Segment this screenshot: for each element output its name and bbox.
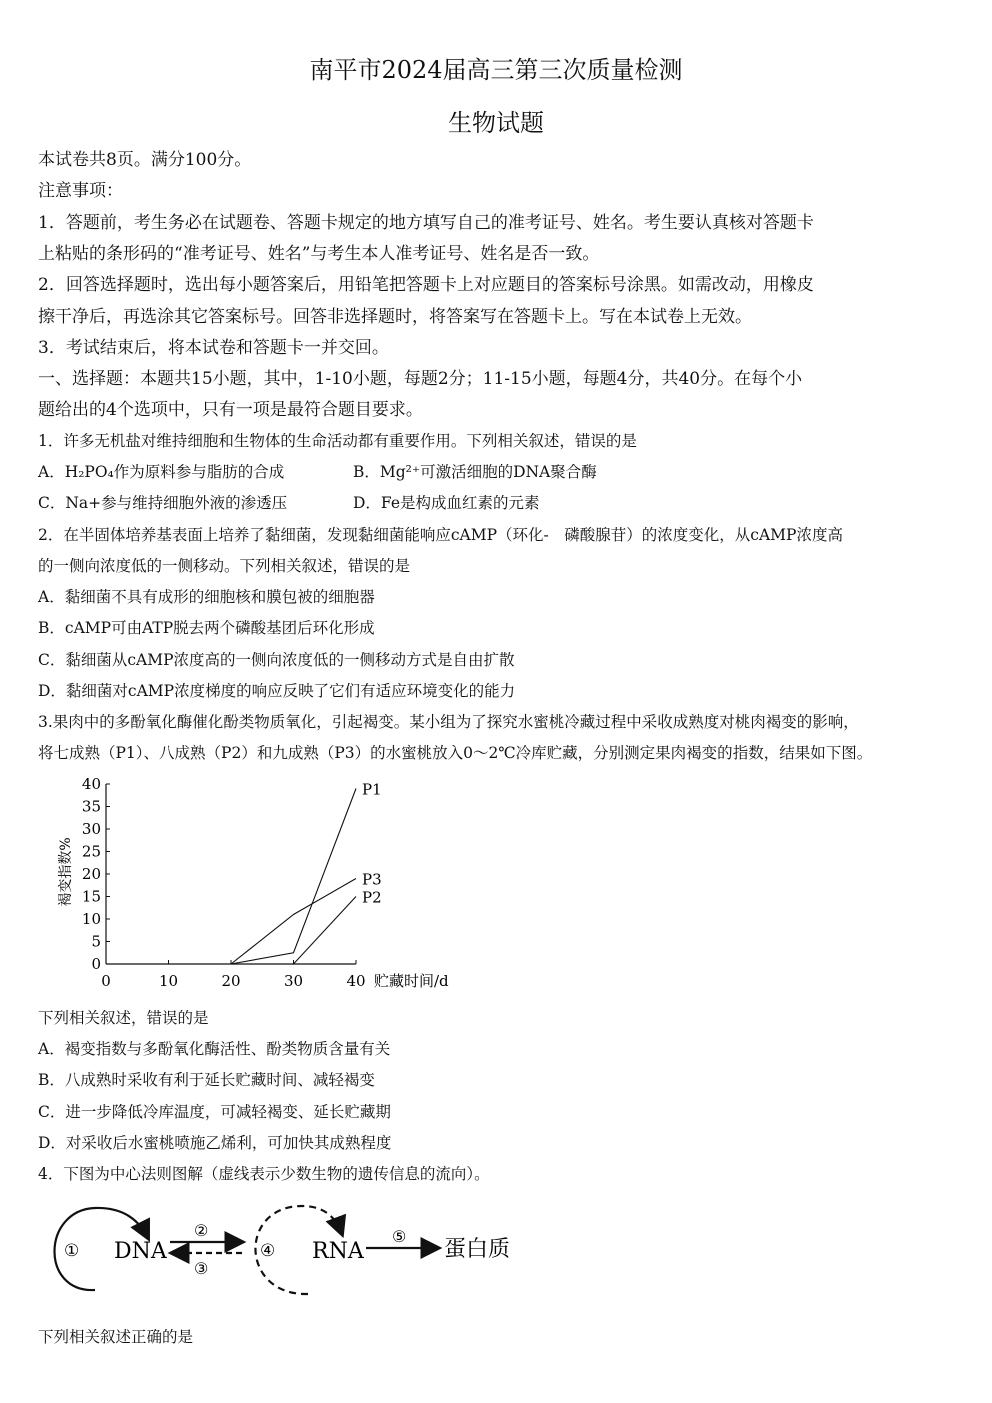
y-tick-label: 25	[81, 842, 101, 861]
q3-option-a: A．褐变指数与多酚氧化酶活性、酚类物质含量有关	[38, 1040, 391, 1058]
label-3: ③	[194, 1259, 209, 1278]
notice-3: 3．考试结束后，将本试卷和答题卡一并交回。	[38, 338, 389, 358]
y-tick-label: 10	[81, 910, 101, 928]
q2-option-c: C．黏细菌从cAMP浓度高的一侧向浓度低的一侧移动方式是自由扩散	[38, 651, 515, 669]
series-label-p2: P2	[362, 888, 382, 907]
q3-stem-a: 3.果肉中的多酚氧化酶催化酚类物质氧化，引起褐变。某小组为了探究水蜜桃冷藏过程中采收成熟度对桃肉褐变的影响，	[38, 713, 859, 731]
chart-axes	[57, 784, 449, 990]
y-tick-label: 30	[81, 820, 101, 838]
q1-option-d: D．Fe是构成血红素的元素	[353, 494, 540, 512]
notice-title: 注意事项：	[38, 181, 123, 201]
q2-stem-a: 2．在半固体培养基表面上培养了黏细菌，发现黏细菌能响应cAMP（环化- 磷酸腺苷）的浓度变化，从cAMP浓度高	[38, 526, 843, 544]
series-label-p1: P1	[362, 780, 382, 799]
q1-option-b: B．Mg²⁺可激活细胞的DNA聚合酶	[353, 463, 597, 481]
q3-option-d: D．对采收后水蜜桃喷施乙烯利，可加快其成熟程度	[38, 1134, 392, 1152]
label-2: ②	[194, 1221, 209, 1240]
label-4: ④	[260, 1241, 276, 1261]
x-axis-label: 贮藏时间/d	[374, 972, 449, 990]
chart-series	[231, 781, 382, 965]
y-tick-label: 5	[91, 932, 101, 951]
q2-stem-b: 的一侧向浓度低的一侧移动。下列相关叙述，错误的是	[38, 557, 411, 575]
label-5: ⑤	[392, 1227, 407, 1246]
exam-title: 南平市2024届高三第三次质量检测	[309, 56, 683, 84]
q3-after: 下列相关叙述，错误的是	[38, 1009, 209, 1027]
q1-option-c: C．Na+参与维持细胞外液的渗透压	[38, 494, 288, 512]
x-tick-label: 0	[101, 972, 111, 990]
x-tick-label: 20	[221, 972, 241, 990]
central-dogma-diagram	[40, 1198, 540, 1308]
exam-subtitle: 生物试题	[448, 109, 544, 137]
q2-option-d: D．黏细菌对cAMP浓度梯度的响应反映了它们有适应环境变化的能力	[38, 682, 516, 700]
q3-option-c: C．进一步降低冷库温度，可减轻褐变、延长贮藏期	[38, 1103, 391, 1121]
dna-label: DNA	[114, 1239, 167, 1264]
series-label-p3: P3	[362, 870, 382, 889]
section-heading-b: 题给出的4个选项中，只有一项是最符合题目要求。	[38, 400, 423, 420]
notice-2a: 2．回答选择题时，选出每小题答案后，用铅笔把答题卡上对应题目的答案标号涂黑。如需改动，用橡皮	[38, 275, 814, 295]
rna-label: RNA	[312, 1239, 364, 1264]
notice-2b: 擦干净后，再选涂其它答案标号。回答非选择题时，将答案写在答题卡上。写在本试卷上无效。	[38, 307, 752, 327]
chart-ticks	[82, 775, 366, 990]
x-tick-label: 40	[346, 972, 366, 990]
q4-after: 下列相关叙述正确的是	[38, 1328, 194, 1346]
y-tick-label: 35	[81, 797, 101, 816]
q1-option-a: A．H₂PO₄作为原料参与脂肪的合成	[38, 463, 285, 481]
section-heading-a: 一、选择题：本题共15小题，其中，1-10小题，每题2分；11-15小题，每题4分，共40分。在每个小	[38, 369, 803, 389]
q3-option-b: B．八成熟时采收有利于延长贮藏时间、减轻褐变	[38, 1071, 375, 1089]
y-tick-label: 40	[81, 775, 101, 793]
series-line-p3	[231, 879, 356, 965]
x-tick-label: 30	[283, 972, 304, 990]
q1-stem: 1．许多无机盐对维持细胞和生物体的生命活动都有重要作用。下列相关叙述，错误的是	[38, 432, 637, 450]
q4-stem: 4．下图为中心法则图解（虚线表示少数生物的遗传信息的流向）。	[38, 1165, 490, 1183]
y-tick-label: 0	[91, 955, 101, 973]
q3-stem-b: 将七成熟（P1）、八成熟（P2）和九成熟（P3）的水蜜桃放入0～2℃冷库贮藏，分别测定果肉褐变的指数，结果如下图。	[38, 744, 873, 762]
protein-label: 蛋白质	[444, 1237, 511, 1262]
y-axis-label: 褐变指数%	[58, 837, 74, 907]
notice-1a: 1．答题前，考生务必在试题卷、答题卡规定的地方填写自己的准考证号、姓名。考生要认真核对答题卡	[38, 213, 814, 233]
q2-option-b: B．cAMP可由ATP脱去两个磷酸基团后环化形成	[38, 619, 375, 637]
series-line-p1	[231, 789, 356, 965]
browning-index-chart	[40, 772, 480, 997]
pages-line: 本试卷共8页。满分100分。	[38, 150, 252, 170]
q2-option-a: A．黏细菌不具有成形的细胞核和膜包被的细胞器	[38, 588, 375, 606]
x-tick-label: 10	[158, 972, 179, 990]
series-line-p2	[231, 897, 356, 965]
y-tick-label: 20	[81, 865, 101, 883]
notice-1b: 上粘贴的条形码的“准考证号、姓名”与考生本人准考证号、姓名是否一致。	[38, 244, 600, 264]
y-tick-label: 15	[81, 887, 101, 906]
label-1: ①	[64, 1241, 80, 1261]
